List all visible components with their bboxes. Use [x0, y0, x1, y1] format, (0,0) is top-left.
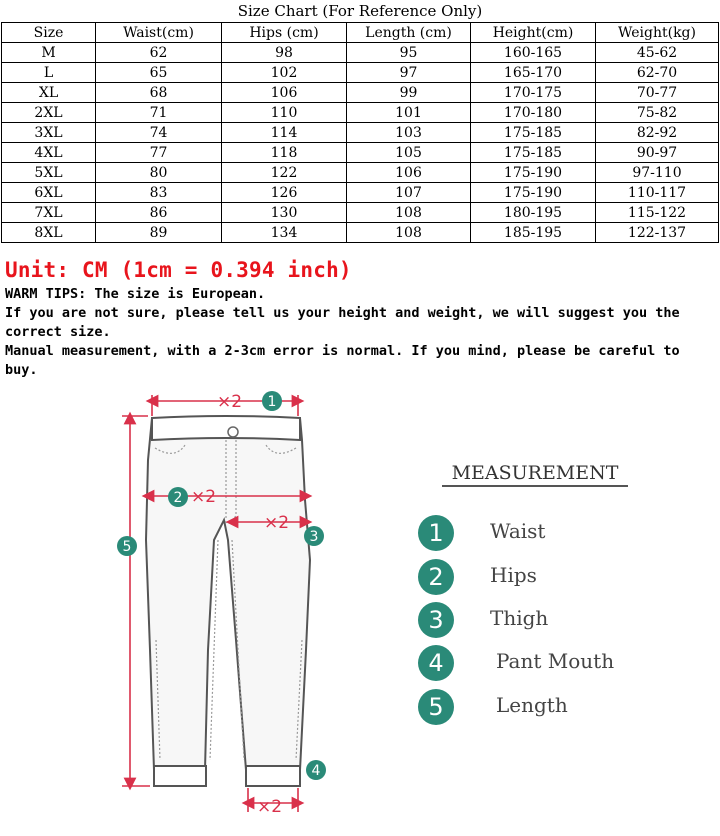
table-row — [2, 223, 719, 243]
column-header: Length (cm) — [347, 23, 471, 43]
table-row — [2, 63, 719, 83]
legend-label: Length — [496, 693, 568, 717]
table-cell: 8XL — [2, 223, 96, 243]
table-cell: 65 — [96, 63, 222, 83]
table-cell: 180-195 — [471, 203, 596, 223]
tip-line: Manual measurement, with a 2-3cm error is normal. If you mind, please be careful to buy. — [5, 343, 688, 378]
table-cell: 71 — [96, 103, 222, 123]
times-two-label: ×2 — [264, 513, 290, 533]
table-cell: 70-77 — [596, 83, 719, 103]
table-cell: 108 — [347, 203, 471, 223]
table-cell: 106 — [222, 83, 347, 103]
table-cell: 106 — [347, 163, 471, 183]
table-header-row — [2, 23, 719, 43]
table-cell: 160-165 — [471, 43, 596, 63]
number-badge-icon: 5 — [418, 689, 454, 725]
table-cell: 89 — [96, 223, 222, 243]
table-row — [2, 43, 719, 63]
pants-outline — [146, 416, 310, 786]
table-cell: 122-137 — [596, 223, 719, 243]
table-cell: 108 — [347, 223, 471, 243]
tip-line: If you are not sure, please tell us your height and weight, we will suggest you the correct size. — [5, 305, 688, 340]
table-cell: 175-190 — [471, 163, 596, 183]
table-row — [2, 203, 719, 223]
table-cell: 62-70 — [596, 63, 719, 83]
table-row — [2, 143, 719, 163]
table-row — [2, 83, 719, 103]
table-cell: 134 — [222, 223, 347, 243]
table-cell: 7XL — [2, 203, 96, 223]
size-chart-title: Size Chart (For Reference Only) — [237, 2, 483, 20]
table-cell: 3XL — [2, 123, 96, 143]
table-cell: 105 — [347, 143, 471, 163]
times-two-label: ×2 — [257, 797, 283, 817]
table-cell: 101 — [347, 103, 471, 123]
pants-diagram — [0, 380, 720, 836]
number-badge-icon: 2 — [418, 559, 454, 595]
marker-label: 4 — [311, 763, 321, 779]
table-cell: 110-117 — [596, 183, 719, 203]
times-two-label: ×2 — [217, 392, 243, 412]
table-cell: 126 — [222, 183, 347, 203]
table-cell: 130 — [222, 203, 347, 223]
table-cell: 170-175 — [471, 83, 596, 103]
table-cell: 97 — [347, 63, 471, 83]
legend-label: Hips — [490, 563, 537, 587]
legend-label: Pant Mouth — [496, 649, 615, 673]
table-cell: 80 — [96, 163, 222, 183]
table-cell: 90-97 — [596, 143, 719, 163]
table-cell: 4XL — [2, 143, 96, 163]
table-cell: 114 — [222, 123, 347, 143]
table-cell: 170-180 — [471, 103, 596, 123]
table-row — [2, 183, 719, 203]
unit-note: Unit: CM (1cm = 0.394 inch) — [5, 258, 352, 282]
table-cell: 175-190 — [471, 183, 596, 203]
table-cell: 175-185 — [471, 123, 596, 143]
column-header: Height(cm) — [471, 23, 596, 43]
marker-label: 2 — [173, 490, 183, 506]
table-cell: 115-122 — [596, 203, 719, 223]
marker-label: 1 — [267, 394, 277, 410]
column-header: Size — [2, 23, 96, 43]
column-header: Weight(kg) — [596, 23, 719, 43]
table-cell: 5XL — [2, 163, 96, 183]
size-table — [1, 22, 719, 243]
button-icon — [228, 427, 238, 437]
table-cell: 118 — [222, 143, 347, 163]
table-cell: 82-92 — [596, 123, 719, 143]
table-cell: 175-185 — [471, 143, 596, 163]
table-cell: XL — [2, 83, 96, 103]
table-cell: 2XL — [2, 103, 96, 123]
marker-label: 5 — [122, 539, 132, 555]
table-cell: 122 — [222, 163, 347, 183]
table-cell: 62 — [96, 43, 222, 63]
marker-label: 3 — [309, 529, 319, 545]
column-header: Hips (cm) — [222, 23, 347, 43]
legend-label: Waist — [490, 519, 546, 543]
table-cell: 86 — [96, 203, 222, 223]
table-cell: 110 — [222, 103, 347, 123]
number-badge-icon: 4 — [418, 645, 454, 681]
table-cell: 77 — [96, 143, 222, 163]
tip-line: WARM TIPS: The size is European. — [5, 286, 266, 302]
table-row — [2, 123, 719, 143]
table-cell: 99 — [347, 83, 471, 103]
times-two-label: ×2 — [191, 487, 217, 507]
column-header: Waist(cm) — [96, 23, 222, 43]
number-badge-icon: 1 — [418, 515, 454, 551]
table-cell: 107 — [347, 183, 471, 203]
table-cell: 185-195 — [471, 223, 596, 243]
table-cell: 75-82 — [596, 103, 719, 123]
table-cell: 103 — [347, 123, 471, 143]
legend-title: MEASUREMENT — [442, 462, 628, 487]
table-row — [2, 103, 719, 123]
table-cell: 45-62 — [596, 43, 719, 63]
table-cell: L — [2, 63, 96, 83]
table-cell: 165-170 — [471, 63, 596, 83]
table-cell: 83 — [96, 183, 222, 203]
number-badge-icon: 3 — [418, 602, 454, 638]
table-cell: M — [2, 43, 96, 63]
table-cell: 6XL — [2, 183, 96, 203]
tips-block — [5, 285, 715, 380]
table-cell: 98 — [222, 43, 347, 63]
table-cell: 95 — [347, 43, 471, 63]
legend-label: Thigh — [490, 606, 549, 630]
table-row — [2, 163, 719, 183]
table-cell: 102 — [222, 63, 347, 83]
table-cell: 68 — [96, 83, 222, 103]
table-cell: 74 — [96, 123, 222, 143]
table-cell: 97-110 — [596, 163, 719, 183]
